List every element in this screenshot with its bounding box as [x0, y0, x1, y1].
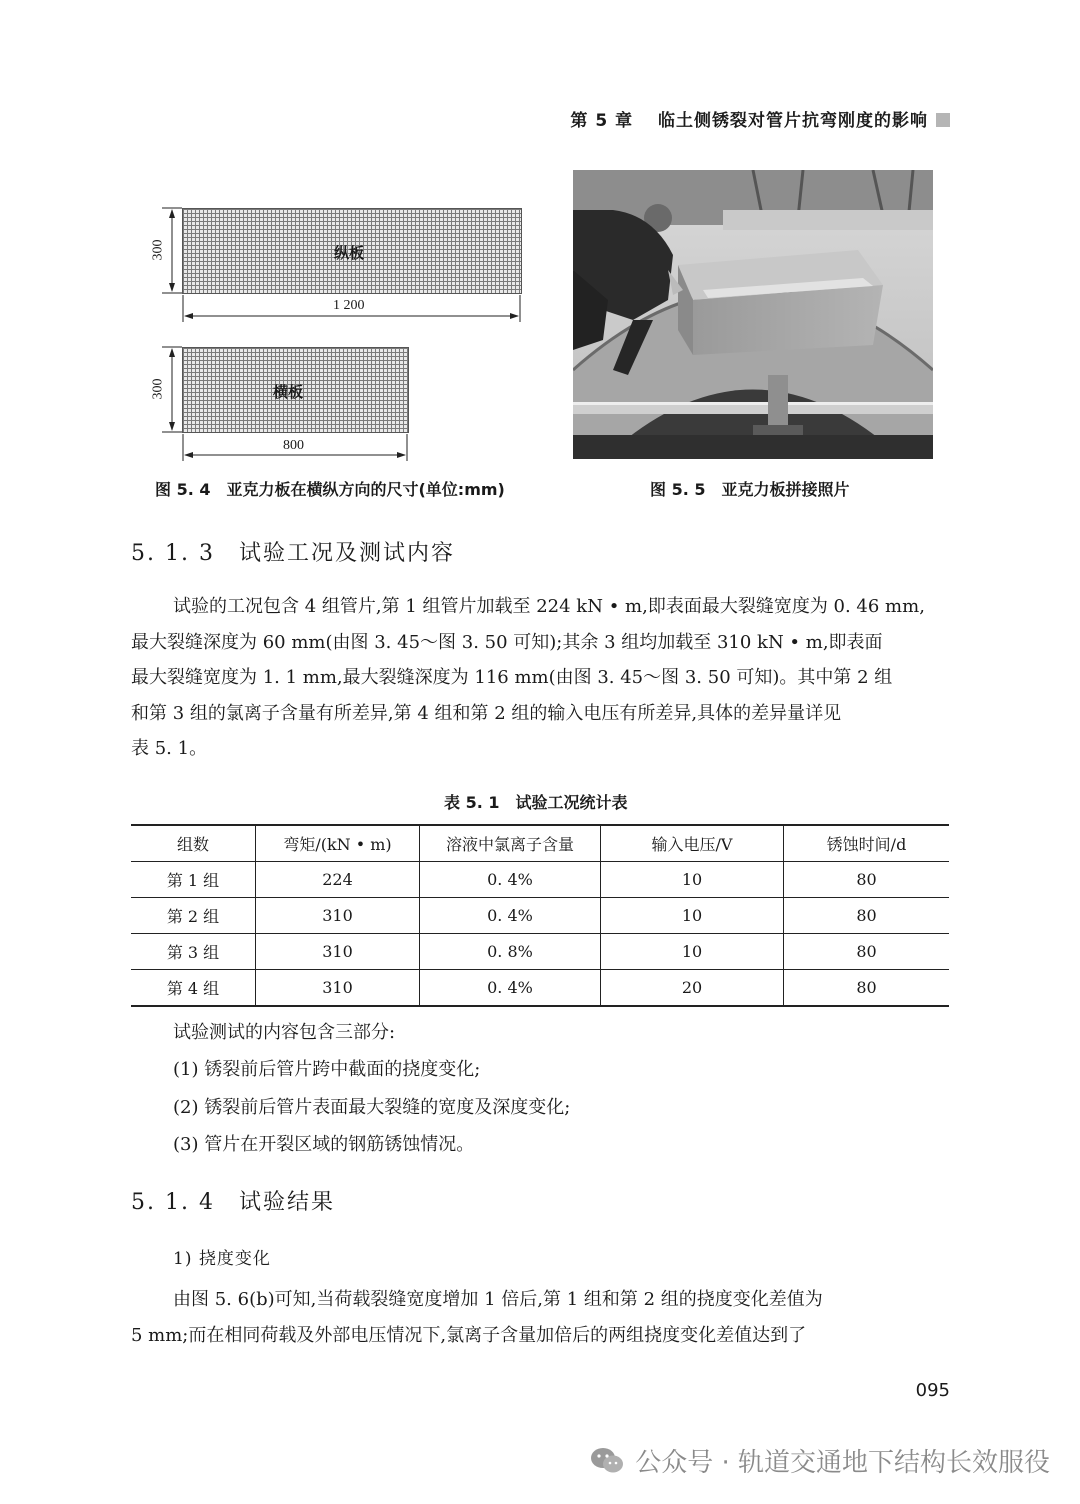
section-5-1-4-paragraph: [131, 1282, 949, 1353]
watermark: [589, 1442, 1050, 1479]
section-5-1-4-heading: [131, 1185, 335, 1216]
figure-5-5-caption: 图 5. 5 亚克力板拼接照片: [650, 480, 850, 499]
section-number: 5. 1. 4: [131, 1190, 215, 1215]
table-cell: 310: [256, 898, 420, 934]
running-header: [570, 106, 950, 131]
table-cell: 0. 4%: [420, 862, 601, 898]
wechat-icon: [589, 1446, 625, 1476]
table-row: [131, 934, 949, 970]
table-cell: 80: [784, 898, 950, 934]
paragraph-line: 试验的工况包含 4 组管片,第 1 组管片加载至 224 kN • m,即表面最大裂缝宽度为 0. 46 mm,: [173, 596, 925, 617]
header-cell: 溶液中氯离子含量: [420, 825, 601, 862]
test-content-item-2: (2) 锈裂前后管片表面最大裂缝的宽度及深度变化;: [173, 1097, 571, 1118]
header-cell: 输入电压/V: [601, 825, 784, 862]
cross-board-height-dim: 300: [150, 378, 166, 400]
paragraph-line: 5 mm;而在相同荷载及外部电压情况下,氯离子含量加倍后的两组挠度变化差值达到了: [131, 1324, 807, 1346]
table-cell: 第 2 组: [131, 898, 256, 934]
table-5-1: [131, 824, 949, 1007]
header-square-marker: [936, 113, 950, 127]
paragraph-line: 最大裂缝深度为 60 mm(由图 3. 45～图 3. 50 可知);其余 3 组均加载至 310 kN • m,即表面: [131, 631, 883, 653]
test-content-intro: 试验测试的内容包含三部分:: [173, 1022, 396, 1043]
table-cell: 0. 4%: [420, 898, 601, 934]
section-number: 5. 1. 3: [131, 541, 215, 566]
section-5-1-3-paragraph: [131, 589, 949, 767]
section-title: 试验结果: [238, 1190, 335, 1215]
long-board-label: 纵板: [334, 244, 365, 262]
table-row: [131, 898, 949, 934]
paragraph-line: 表 5. 1。: [131, 738, 208, 759]
page-number: 095: [915, 1380, 950, 1401]
table-cell: 第 3 组: [131, 934, 256, 970]
paragraph-line: 和第 3 组的氯离子含量有所差异,第 4 组和第 2 组的输入电压有所差异,具体的差异量详见: [131, 702, 842, 724]
cross-board-label: 横板: [273, 383, 304, 401]
table-cell: 0. 4%: [420, 970, 601, 1007]
table-header-row: [131, 825, 949, 862]
table-cell: 第 4 组: [131, 970, 256, 1007]
header-cell: 锈蚀时间/d: [784, 825, 950, 862]
table-cell: 20: [601, 970, 784, 1007]
paragraph-line: 最大裂缝宽度为 1. 1 mm,最大裂缝深度为 116 mm(由图 3. 45～图 3. 50 可知)。其中第 2 组: [131, 667, 893, 688]
section-title: 试验工况及测试内容: [238, 541, 455, 566]
subheading-deflection: 1) 挠度变化: [173, 1249, 271, 1269]
header-cell: 组数: [131, 825, 256, 862]
table-cell: 224: [256, 862, 420, 898]
table-cell: 80: [784, 970, 950, 1007]
table-cell: 310: [256, 970, 420, 1007]
watermark-text: 公众号 · 轨道交通地下结构长效服役: [635, 1448, 1050, 1478]
table-cell: 80: [784, 862, 950, 898]
table-cell: 10: [601, 862, 784, 898]
acrylic-assembly-photo: [573, 170, 933, 459]
figure-5-4-caption: 图 5. 4 亚克力板在横纵方向的尺寸(单位:mm): [155, 480, 505, 499]
section-5-1-3-heading: [131, 536, 455, 567]
long-board-height-dim: 300: [150, 239, 166, 261]
long-board-width-dim: 1 200: [333, 298, 365, 313]
table-cell: 80: [784, 934, 950, 970]
paragraph-line: 由图 5. 6(b)可知,当荷载裂缝宽度增加 1 倍后,第 1 组和第 2 组的挠度变化差值为: [173, 1289, 823, 1310]
table-row: [131, 862, 949, 898]
test-content-item-1: (1) 锈裂前后管片跨中截面的挠度变化;: [173, 1059, 481, 1080]
table-row: [131, 970, 949, 1007]
table-cell: 10: [601, 898, 784, 934]
table-5-1-caption: 表 5. 1 试验工况统计表: [444, 793, 628, 812]
header-cell: 弯矩/(kN • m): [256, 825, 420, 862]
test-content-item-3: (3) 管片在开裂区域的钢筋锈蚀情况。: [173, 1134, 475, 1155]
chapter-number: 第 5 章: [570, 111, 634, 131]
table-cell: 第 1 组: [131, 862, 256, 898]
table-cell: 310: [256, 934, 420, 970]
table-cell: 10: [601, 934, 784, 970]
chapter-title: 临土侧锈裂对管片抗弯刚度的影响: [658, 111, 928, 131]
table-cell: 0. 8%: [420, 934, 601, 970]
cross-board-width-dim: 800: [283, 438, 304, 453]
figure-5-4: [150, 200, 540, 460]
